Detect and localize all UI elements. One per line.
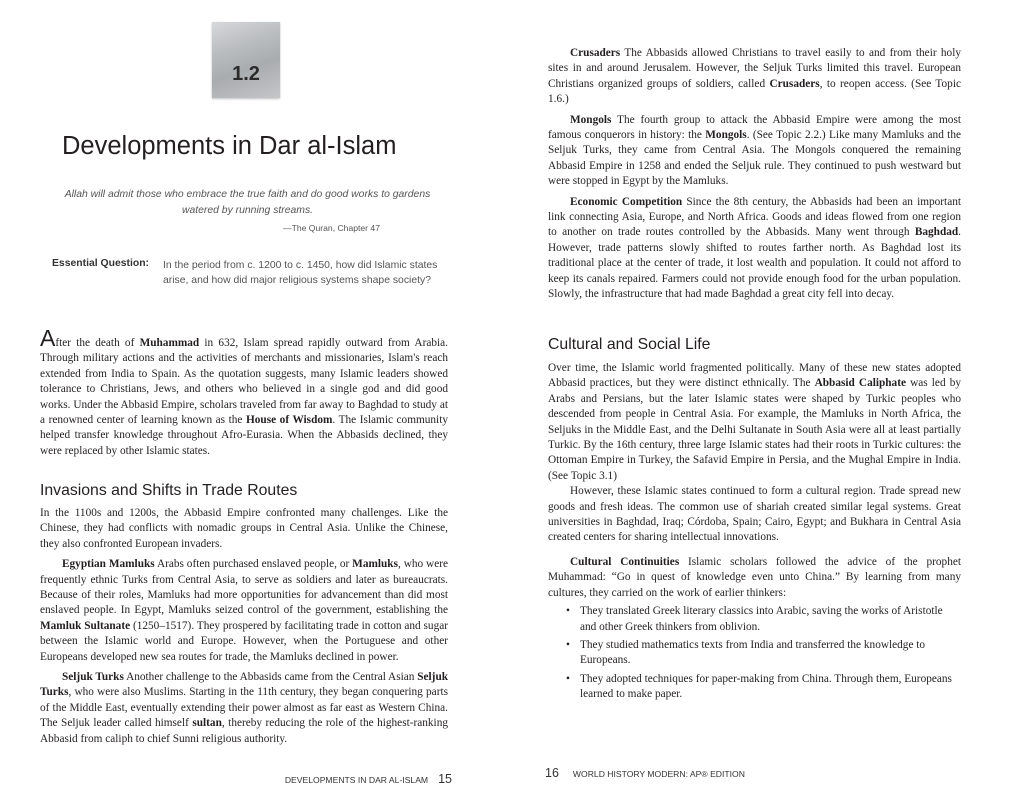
text-run: . However, trade patterns slowly shifted to routes farther north. As Baghdad lost its traditional place at the center of trade, it lost wealth and population. It could not afford to keep its canals repaired. Farmers could not provide enough food for the urban population. Slowly, the infrastructure that had made Baghdad a great city fell into decay. <box>548 226 961 301</box>
left-page <box>0 0 514 805</box>
text-run: fter the death of <box>55 337 140 349</box>
seljuk-paragraph <box>40 670 448 747</box>
chapter-title: Developments in Dar al-Islam <box>62 132 397 160</box>
running-head: DEVELOPMENTS IN DAR AL-ISLAM <box>284 775 429 785</box>
term-mamluk-sultanate: Mamluk Sultanate <box>40 619 131 632</box>
text-run: , to reopen access. (See Topic 1.6.) <box>548 77 961 106</box>
text-run: . (See Topic 2.2.) Like many Mamluks and the Seljuk Turks, they came from Central Asia. The Mongols conquered the remaining Abbasid Empire in 1258 and ended the Seljuk rule. They continued to push westward but were stopped in Egypt by the Mamluks. <box>548 129 961 188</box>
term-muhammad: Muhammad <box>139 337 200 349</box>
continuities-list <box>548 604 961 702</box>
lead-cultural-continuities: Cultural Continuities <box>570 555 680 568</box>
heading-cultural: Cultural and Social Life <box>548 336 711 353</box>
text-run: Over time, the Islamic world fragmented politically. Many of these new states adopted Abbasid practices, but they were distinct ethnically. The <box>548 362 961 390</box>
drop-cap: A <box>40 325 56 351</box>
lead-egyptian-mamluks: Egyptian Mamluks <box>62 558 155 571</box>
epigraph: Allah will admit those who embrace the true faith and do good works to gardens watered by running streams. <box>64 189 431 216</box>
right-page <box>515 0 1029 805</box>
lead-mongols: Mongols <box>570 113 612 126</box>
list-item: • They studied mathematics texts from India and transferred the knowledge to Europeans. <box>548 638 961 669</box>
mamluks-paragraph <box>40 557 448 665</box>
lead-seljuk-turks: Seljuk Turks <box>62 671 124 684</box>
invasions-block <box>40 506 448 747</box>
epigraph-source: —The Quran, Chapter 47 <box>283 223 380 233</box>
cultural-block <box>548 361 961 703</box>
text-run: Another challenge to the Abbasids came from the Central Asian <box>123 671 418 684</box>
page-number: 16 <box>545 766 559 780</box>
term-crusaders: Crusaders <box>769 77 820 90</box>
cultural-paragraph-1 <box>548 361 961 484</box>
mongols-paragraph <box>548 113 961 190</box>
text-run: (1250–1517). They prospered by facilitating trade in cotton and sugar between the Islamic world and Europe. However, when the Portuguese and other Europeans developed new sea routes for trade, the Mamluks declined in power. <box>40 619 448 663</box>
text-run: Islamic scholars followed the advice of the prophet Muhammad: “Go in quest of knowledge even unto China.” By learning from many cultures, they carried on the work of earlier thinkers: <box>548 555 961 599</box>
continuities-paragraph <box>548 555 961 601</box>
text-run: , thereby reducing the role of the highest-ranking Abbasid from caliph to chief Sunni religious authority. <box>40 717 448 745</box>
invasions-paragraph: In the 1100s and 1200s, the Abbasid Empire confronted many challenges. Like the Chinese, they had conflicts with nomadic groups in Central Asia. Unlike the Chinese, they also confronted European invaders. <box>40 507 448 550</box>
section-number-tab <box>212 22 280 98</box>
term-house-of-wisdom: House of Wisdom <box>246 414 333 427</box>
list-item: • They adopted techniques for paper-making from China. Through them, Europeans learned to make paper. <box>548 672 961 703</box>
list-item: • They translated Greek literary classics into Arabic, saving the works of Aristotle and other Greek thinkers from oblivion. <box>548 604 961 635</box>
text-run: . The Islamic community helped transfer knowledge throughout Afro-Eurasia. When the Abbasids declined, they were replaced by other Islamic states. <box>40 414 448 457</box>
term-abbasid-caliphate: Abbasid Caliphate <box>814 377 906 390</box>
term-mongols: Mongols <box>705 129 747 142</box>
cultural-paragraph-2: However, these Islamic states continued to form a cultural region. Trade spread new goods and fresh ideas. The common use of shariah created similar legal systems. Great universities in Baghdad, Iraq; Córdoba, Spain; Cairo, Egypt; and Bukhara in Central Asia created centers for sharing intellectual innovations. <box>548 485 961 544</box>
footer-right <box>545 766 845 784</box>
term-baghdad: Baghdad <box>914 226 959 239</box>
essential-question-text: In the period from c. 1200 to c. 1450, how did Islamic states arise, and how did major religious systems shape society? <box>163 260 438 286</box>
footer-left <box>262 772 452 790</box>
term-seljuk-turks: Seljuk Turks <box>40 671 449 699</box>
right-top-block <box>548 46 961 303</box>
lead-crusaders: Crusaders <box>570 47 621 59</box>
economic-paragraph <box>548 195 961 303</box>
essential-question-label: Essential Question: <box>52 258 150 269</box>
text-run: , who were also Muslims. Starting in the 11th century, they began conquering parts of the Middle East, eventually extending their power almost as far east as Western China. The Seljuk leader called himself <box>40 686 448 730</box>
section-number: 1.2 <box>232 63 260 85</box>
text-run: The Abbasids allowed Christians to travel easily to and from their holy sites in and around Jerusalem. However, the Seljuk Turks limited this travel. European Christians organized groups of soldiers, called <box>548 47 961 90</box>
term-mamluks: Mamluks <box>352 558 398 571</box>
text-run: Since the 8th century, the Abbasids had been an important link connecting Asia, Europe, and North Africa. Goods and ideas flowed from one region to another on trade routes controlled by the Abbasids. Many went through <box>548 195 961 239</box>
text-run: , who were frequently ethnic Turks from Central Asia, to serve as soldiers and later as bureaucrats. Because of their roles, Mamluks had more opportunities for advancement than did most enslaved people. In Egypt, Mamluks seized control of the government, establishing the <box>40 558 448 617</box>
intro-paragraph-block <box>40 325 448 459</box>
intro-paragraph <box>40 325 448 459</box>
crusaders-paragraph <box>548 46 961 108</box>
running-head: WORLD HISTORY MODERN: AP® EDITION <box>572 769 745 779</box>
lead-economic-competition: Economic Competition <box>570 195 683 208</box>
text-run: Arabs often purchased enslaved people, or <box>154 558 353 571</box>
term-sultan: sultan <box>192 717 222 730</box>
heading-invasions: Invasions and Shifts in Trade Routes <box>40 482 298 499</box>
text-run: in 632, Islam spread rapidly outward from Arabia. Through military actions and the activities of merchants and missionaries, Islam's reach extended from India to Spain. As the quotation suggests, many Islamic leaders showed tolerance to Christians, Jews, and others who believed in a single god and did good works. Under the Abbasid Empire, scholars traveled from far away to Baghdad to study at a renowned center of learning known as the <box>40 337 448 427</box>
text-run: The fourth group to attack the Abbasid Empire were among the most famous conquerors in history: the <box>548 113 961 142</box>
text-run: was led by Arabs and Persians, but the later Islamic states were shaped by Turkic peoples who descended from people in Central Asia. For example, the Mamluks in North Africa, the Seljuks in the Middle East, and the Delhi Sultanate in South Asia were all at least partially Turkic. By the 16th century, three large Islamic states had their roots in Turkic cultures: the Ottoman Empire in Turkey, the Safavid Empire in Persia, and the Mughal Empire in India. (See Topic 3.1) <box>548 377 962 482</box>
page-number: 15 <box>438 772 452 786</box>
